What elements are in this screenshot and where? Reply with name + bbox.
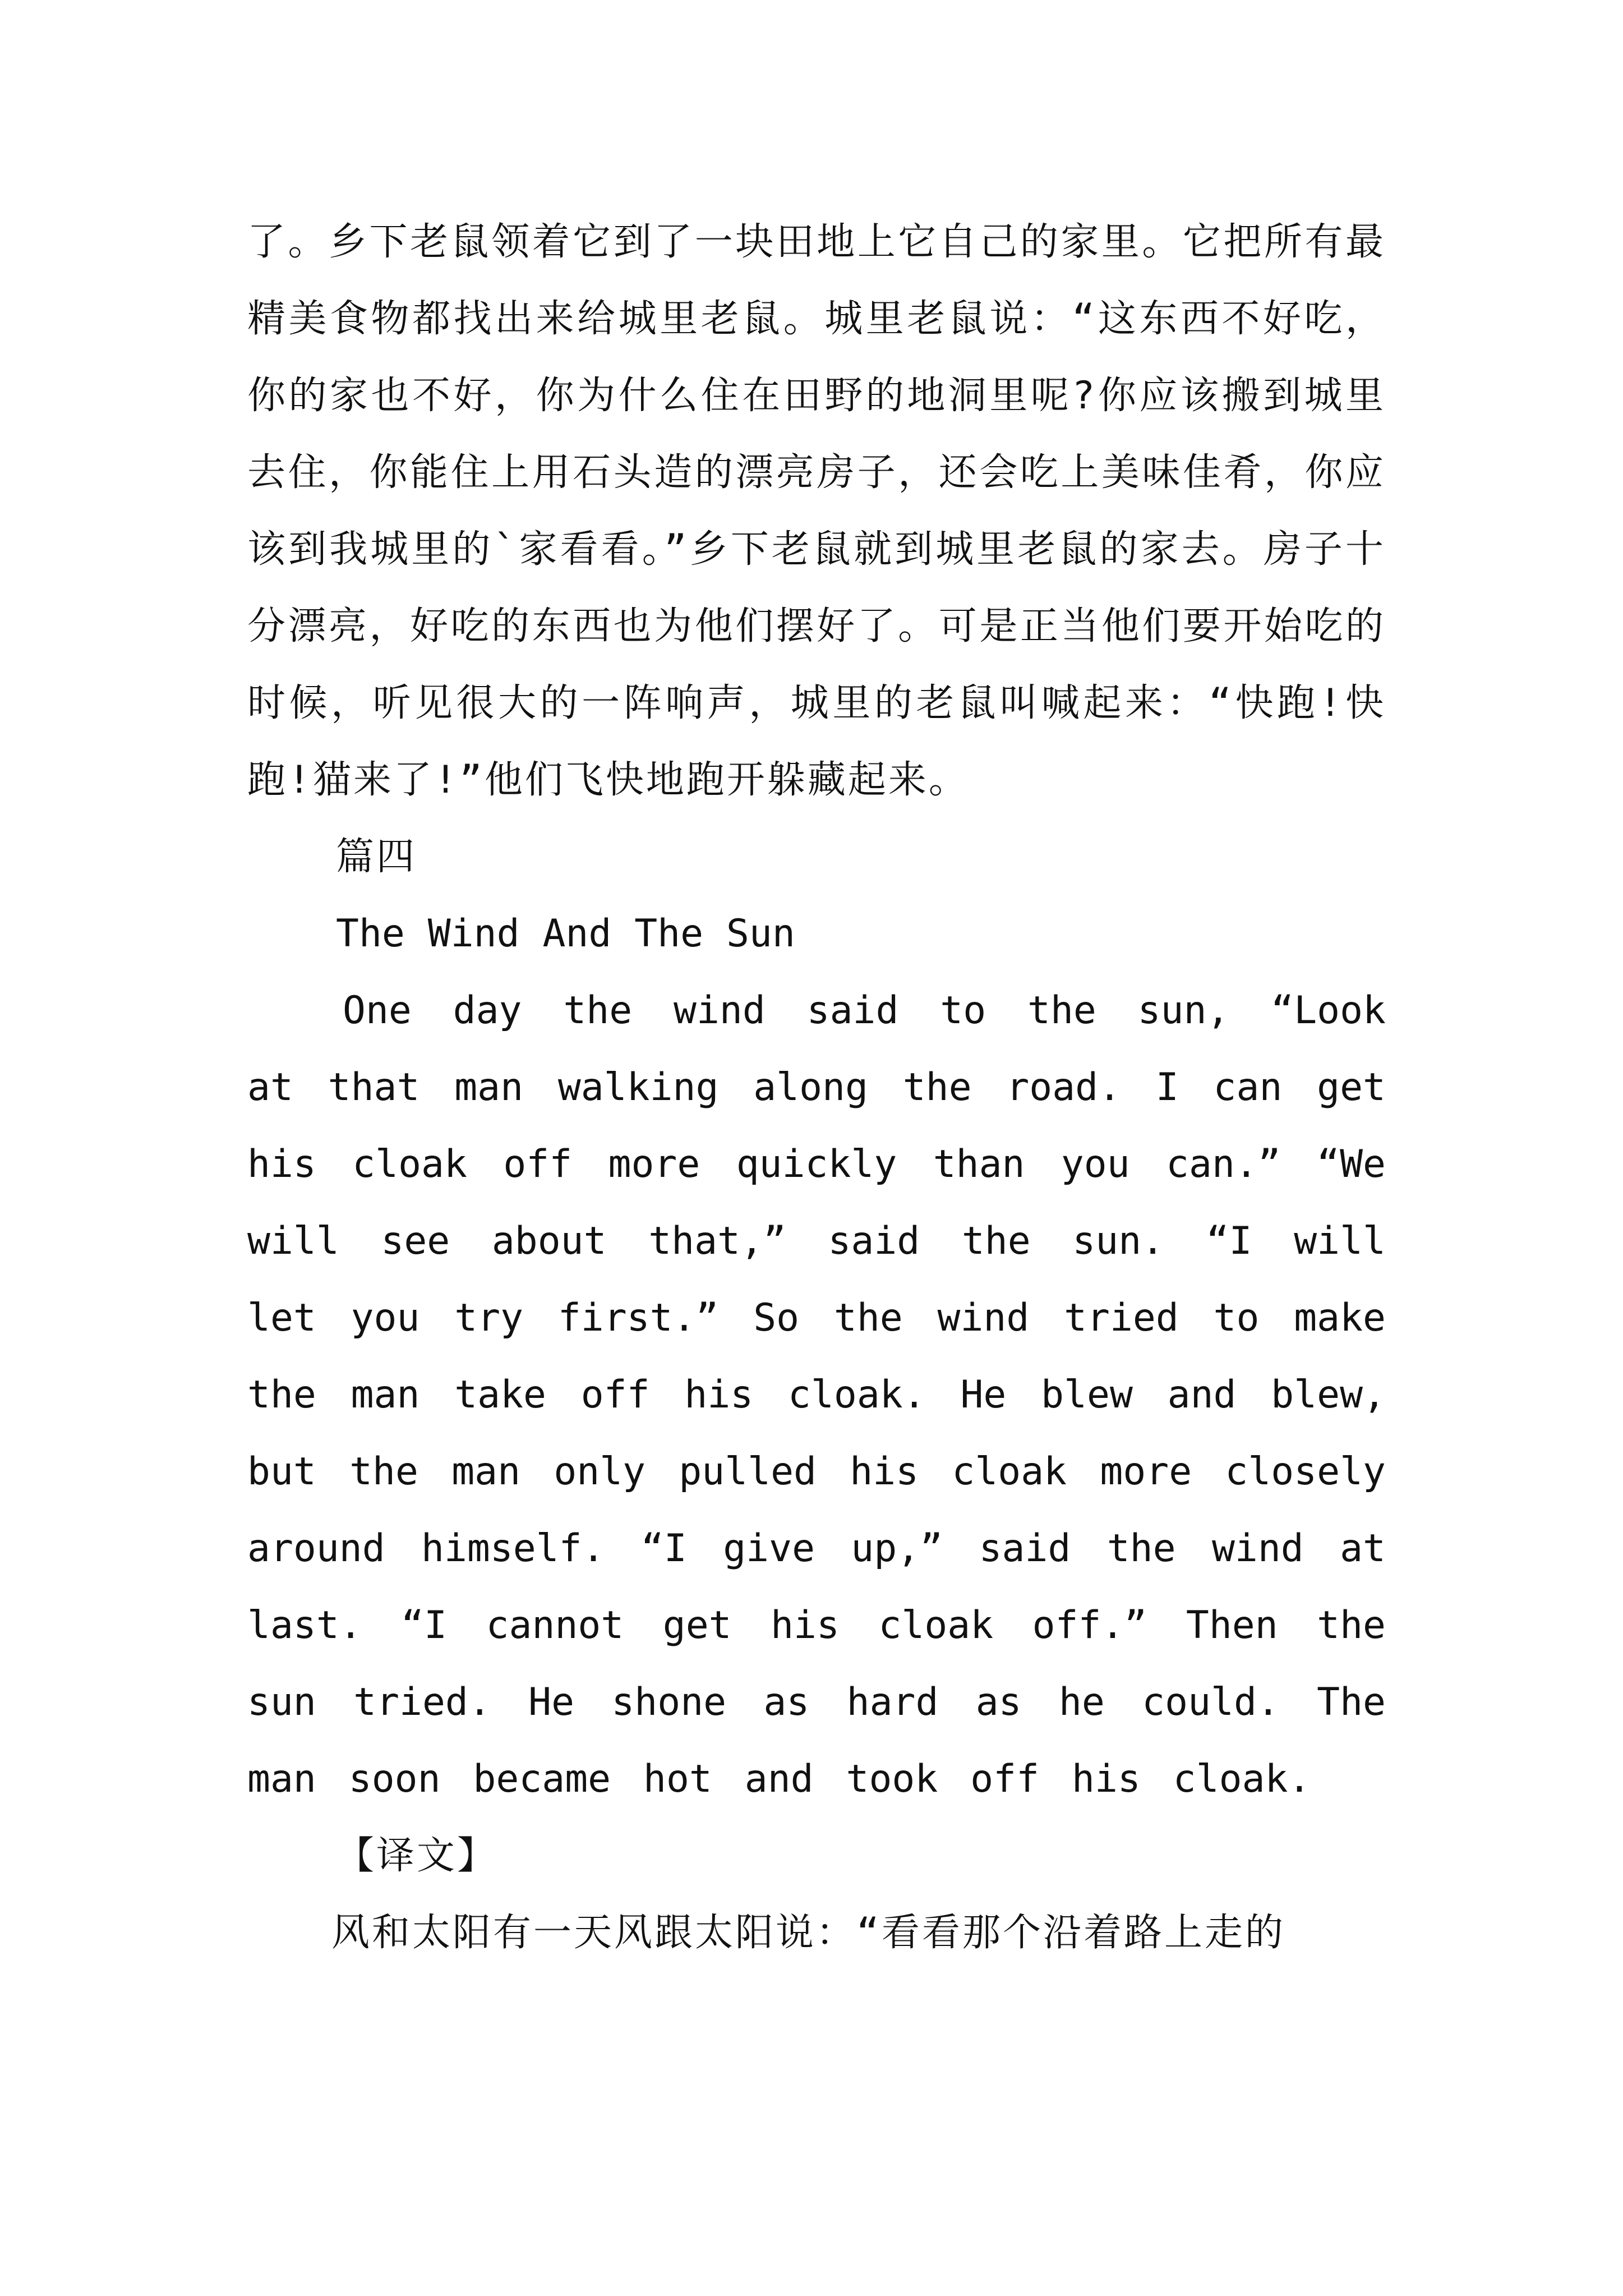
translation-label: 【译文】	[336, 1834, 498, 1878]
document-page	[247, 204, 1386, 1971]
section-label: 篇四	[336, 835, 417, 879]
translation-start: 风和太阳有一天风跟太阳说：“看看那个沿着路上走的	[331, 1911, 1285, 1955]
story-body: One day the wind said to the sun, “Look at that man walking along the road. I can get his cloak off more quickly than you can.” “We will see about that,” said the sun. “I will let you try first.” So the wind tried to make the man take off his cloak. He blew and blew, but the man only pulled his cloak more closely around himself. “I give up,” said the wind at last. “I cannot get his cloak off.” Then the sun tried. He shone as hard as he could. The man soon became hot and took off his cloak.	[247, 988, 1386, 1801]
story-title: The Wind And The Sun	[336, 912, 795, 956]
paragraph-continued: 了。乡下老鼠领着它到了一块田地上它自己的家里。它把所有最精美食物都找出来给城里老鼠。城里老鼠说：“这东西不好吃，你的家也不好，你为什么住在田野的地洞里呢?你应该搬到城里去住，你能住上用石头造的漂亮房子，还会吃上美味佳肴，你应该到我城里的`家看看。”乡下老鼠就到城里老鼠的家去。房子十分漂亮，好吃的东西也为他们摆好了。可是正当他们要开始吃的时候，听见很大的一阵响声，城里的老鼠叫喊起来：“快跑!快跑!猫来了!”他们飞快地跑开躲藏起来。	[247, 220, 1386, 802]
